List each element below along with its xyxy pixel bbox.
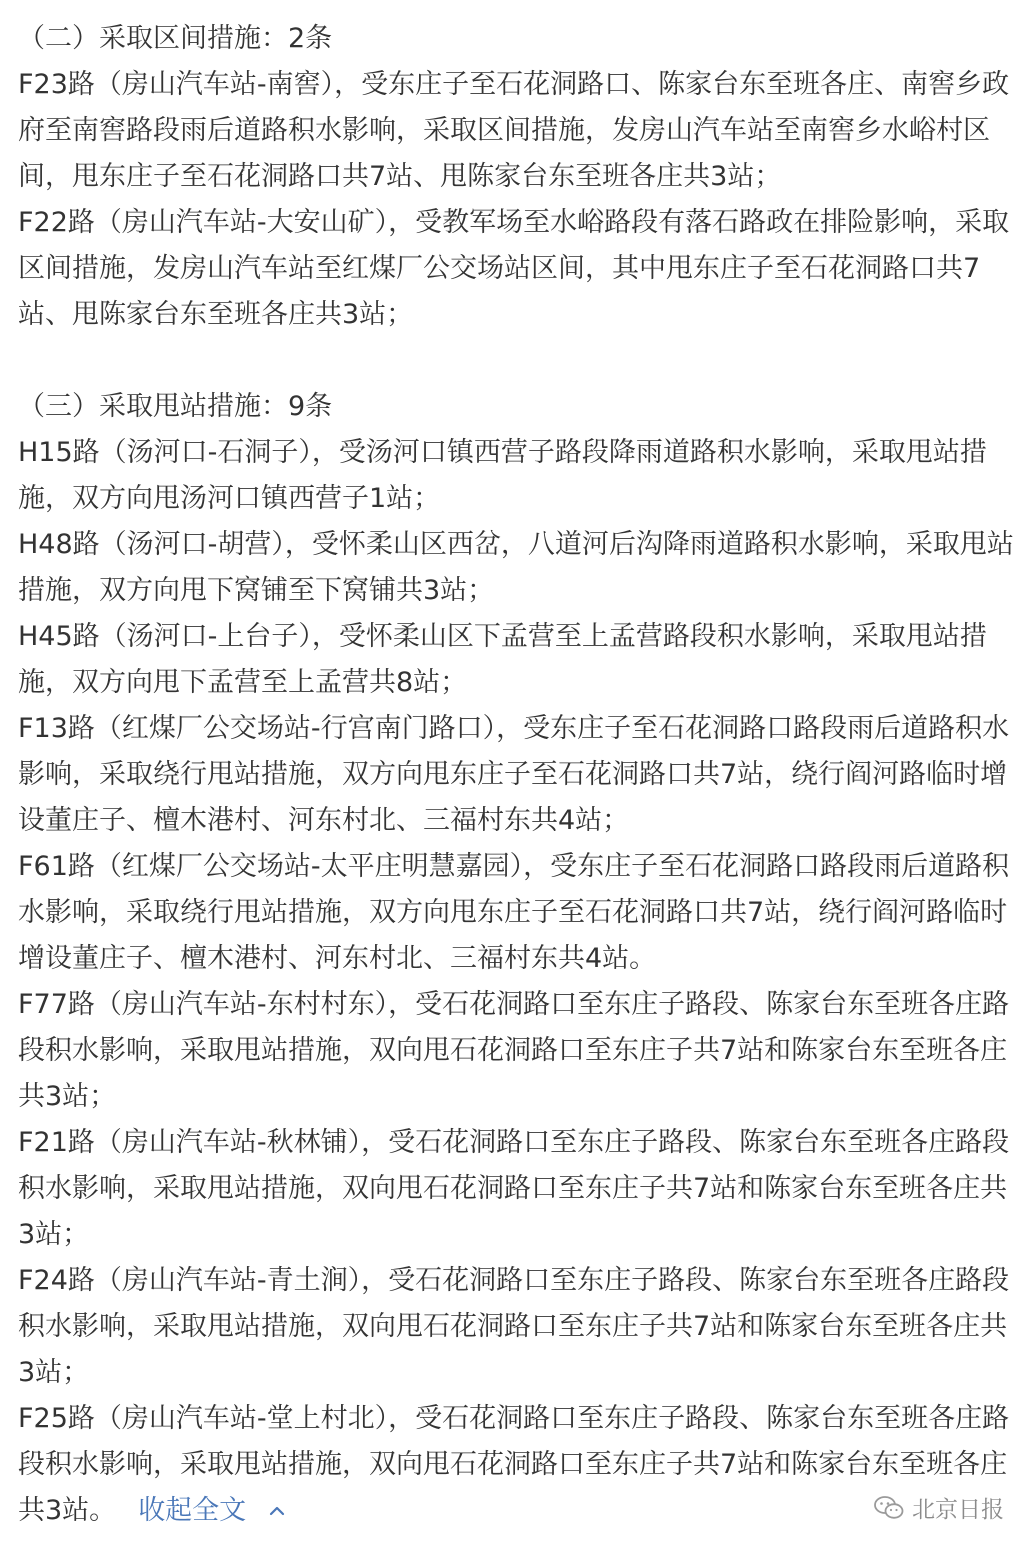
route-item-f21: F21路（房山汽车站-秋林铺），受石花洞路口至东庄子路段、陈家台东至班各庄路段积水影响，采取甩站措施，双向甩石花洞路口至东庄子共7站和陈家台东至班各庄共3站； — [18, 1127, 1010, 1250]
source-watermark — [874, 1491, 1004, 1524]
route-item-f61: F61路（红煤厂公交场站-太平庄明慧嘉园），受东庄子至石花洞路口路段雨后道路积水影响，采取绕行甩站措施，双方向甩东庄子至石花洞路口共7站，绕行阎河路临时增设董庄子、檀木港村、河东村北、三福村东共4站。 — [18, 851, 1010, 974]
section-heading-skip-stops: （三）采取甩站措施：9条 — [18, 391, 333, 422]
collapse-fulltext-label: 收起全文 — [138, 1495, 247, 1526]
section-heading-interval: （二）采取区间措施：2条 — [18, 23, 333, 54]
article-body — [18, 16, 1018, 1534]
wechat-icon — [874, 1495, 904, 1521]
route-item-f23: F23路（房山汽车站-南窖），受东庄子至石花洞路口、陈家台东至班各庄、南窖乡政府至南窖路段雨后道路积水影响，采取区间措施，发房山汽车站至南窖乡水峪村区间，甩东庄子至石花洞路口共7站、甩陈家台东至班各庄共3站； — [18, 69, 1010, 192]
collapse-fulltext-button[interactable] — [138, 1488, 286, 1534]
route-item-f22: F22路（房山汽车站-大安山矿），受教军场至水峪路段有落石路政在排险影响，采取区间措施，发房山汽车站至红煤厂公交场站区间，其中甩东庄子至石花洞路口共7站、甩陈家台东至班各庄共3站； — [18, 207, 1010, 330]
route-item-f77: F77路（房山汽车站-东村村东），受石花洞路口至东庄子路段、陈家台东至班各庄路段积水影响，采取甩站措施，双向甩石花洞路口至东庄子共7站和陈家台东至班各庄共3站； — [18, 989, 1010, 1112]
route-item-h45: H45路（汤河口-上台子），受怀柔山区下孟营至上孟营路段积水影响，采取甩站措施，双方向甩下孟营至上孟营共8站； — [18, 621, 987, 698]
chevron-up-icon — [268, 1502, 286, 1520]
route-item-h48: H48路（汤河口-胡营），受怀柔山区西岔，八道河后沟降雨道路积水影响，采取甩站措施，双方向甩下窝铺至下窝铺共3站； — [18, 529, 1014, 606]
section-spacer — [18, 338, 1018, 384]
route-item-f13: F13路（红煤厂公交场站-行宫南门路口），受东庄子至石花洞路口路段雨后道路积水影响，采取绕行甩站措施，双方向甩东庄子至石花洞路口共7站，绕行阎河路临时增设董庄子、檀木港村、河东村北、三福村东共4站； — [18, 713, 1010, 836]
watermark-text: 北京日报 — [912, 1497, 1004, 1523]
route-item-f25 — [18, 1396, 1018, 1534]
route-item-h15: H15路（汤河口-石洞子），受汤河口镇西营子路段降雨道路积水影响，采取甩站措施，双方向甩汤河口镇西营子1站； — [18, 437, 987, 514]
route-item-f24: F24路（房山汽车站-青土涧），受石花洞路口至东庄子路段、陈家台东至班各庄路段积水影响，采取甩站措施，双向甩石花洞路口至东庄子共7站和陈家台东至班各庄共3站； — [18, 1265, 1010, 1388]
route-item-f25-text: F25路（房山汽车站-堂上村北），受石花洞路口至东庄子路段、陈家台东至班各庄路段积水影响，采取甩站措施，双向甩石花洞路口至东庄子共7站和陈家台东至班各庄共3站。 — [18, 1403, 1010, 1526]
